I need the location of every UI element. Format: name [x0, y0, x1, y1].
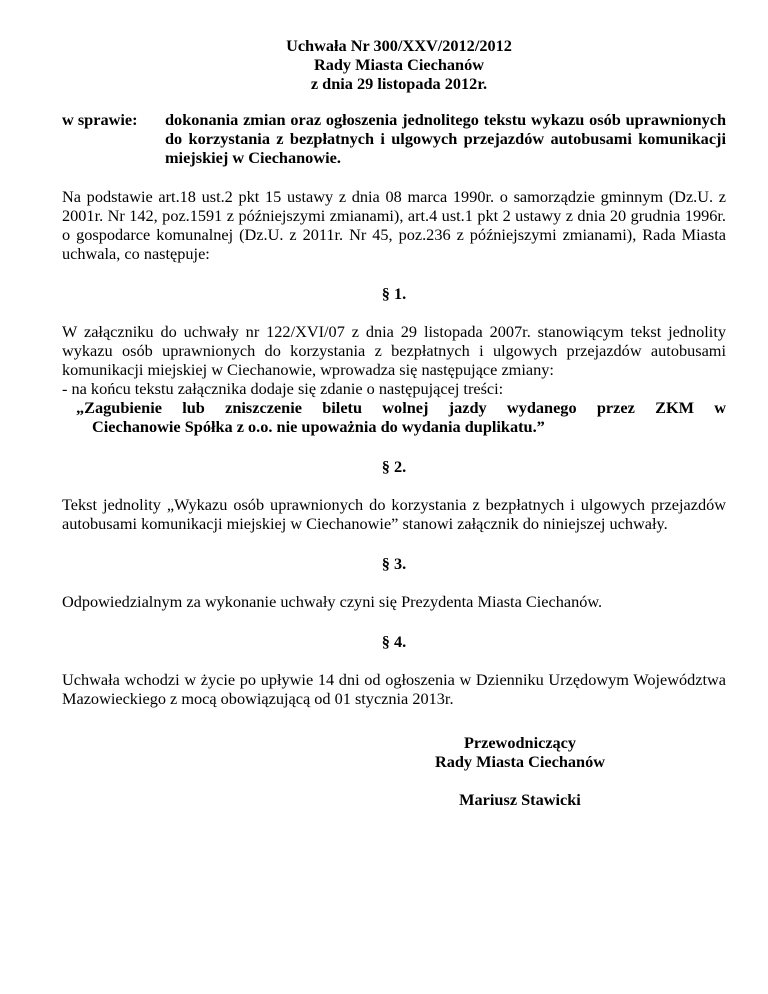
subject-text: dokonania zmian oraz ogłoszenia jednolitego tekstu wykazu osób uprawnionych do korzystania z bezpłatnych i ulgowych przejazdów autobusami komunikacji miejskiej w Ciechanowie.: [165, 110, 726, 167]
section-4-text: Uchwała wchodzi w życie po upływie 14 dni od ogłoszenia w Dzienniku Urzędowym Województwa Mazowieckiego z mocą obowiązującą od 01 stycznia 2013r.: [62, 670, 726, 708]
section-1-quote: [76, 398, 726, 436]
resolution-date: z dnia 29 listopada 2012r.: [310, 74, 488, 93]
resolution-subject: [62, 110, 726, 167]
signature-role: Przewodniczący: [463, 733, 577, 752]
section-1-text: W załączniku do uchwały nr 122/XVI/07 z dnia 29 listopada 2007r. stanowiącym tekst jednolity wykazu osób uprawnionych do korzystania z bezpłatnych i ulgowych przejazdów autobusami komunikacji miejskiej w Ciechanowie, wprowadza się następujące zmiany:: [62, 322, 726, 379]
section-2-text: Tekst jednolity „Wykazu osób uprawnionych do korzystania z bezpłatnych i ulgowych przejazdów autobusami komunikacji miejskiej w Ciechanowie” stanowi załącznik do niniejszej uchwały.: [62, 495, 726, 533]
resolution-header: [62, 36, 726, 93]
section-3: [62, 554, 726, 611]
resolution-number: Uchwała Nr 300/XXV/2012/2012: [286, 36, 512, 55]
section-2-title: § 2.: [381, 457, 407, 476]
resolution-council: Rady Miasta Ciechanów: [313, 55, 485, 74]
section-3-text: Odpowiedzialnym za wykonanie uchwały czyni się Prezydenta Miasta Ciechanów.: [62, 592, 603, 611]
signature-block: [410, 733, 630, 809]
subject-label: w sprawie:: [62, 110, 138, 129]
section-1-item: - na końcu tekstu załącznika dodaje się zdanie o następującej treści:: [62, 379, 504, 398]
quote-line-1: „Zagubienie lub zniszczenie biletu wolnej jazdy wydanego przez ZKM w: [76, 398, 726, 417]
document-page: [62, 36, 726, 708]
section-1-title: § 1.: [381, 284, 407, 303]
quote-line-2: Ciechanowie Spółka z o.o. nie upoważnia do wydania duplikatu.”: [92, 417, 545, 436]
legal-basis: Na podstawie art.18 ust.2 pkt 15 ustawy z dnia 08 marca 1990r. o samorządzie gminnym (Dz.U. z 2001r. Nr 142, poz.1591 z późniejszymi zmianami), art.4 ust.1 pkt 2 ustawy z dnia 20 grudnia 1996r. o gospodarce komunalnej (Dz.U. z 2011r. Nr 45, poz.236 z późniejszymi zmianami), Rada Miasta uchwala, co następuje:: [62, 187, 726, 263]
section-4-title: § 4.: [381, 632, 407, 651]
signature-name: Mariusz Stawicki: [459, 790, 581, 809]
section-2: [62, 457, 726, 533]
section-3-title: § 3.: [381, 554, 407, 573]
section-4: [62, 632, 726, 708]
signature-body: Rady Miasta Ciechanów: [434, 752, 606, 771]
section-1: [62, 284, 726, 436]
